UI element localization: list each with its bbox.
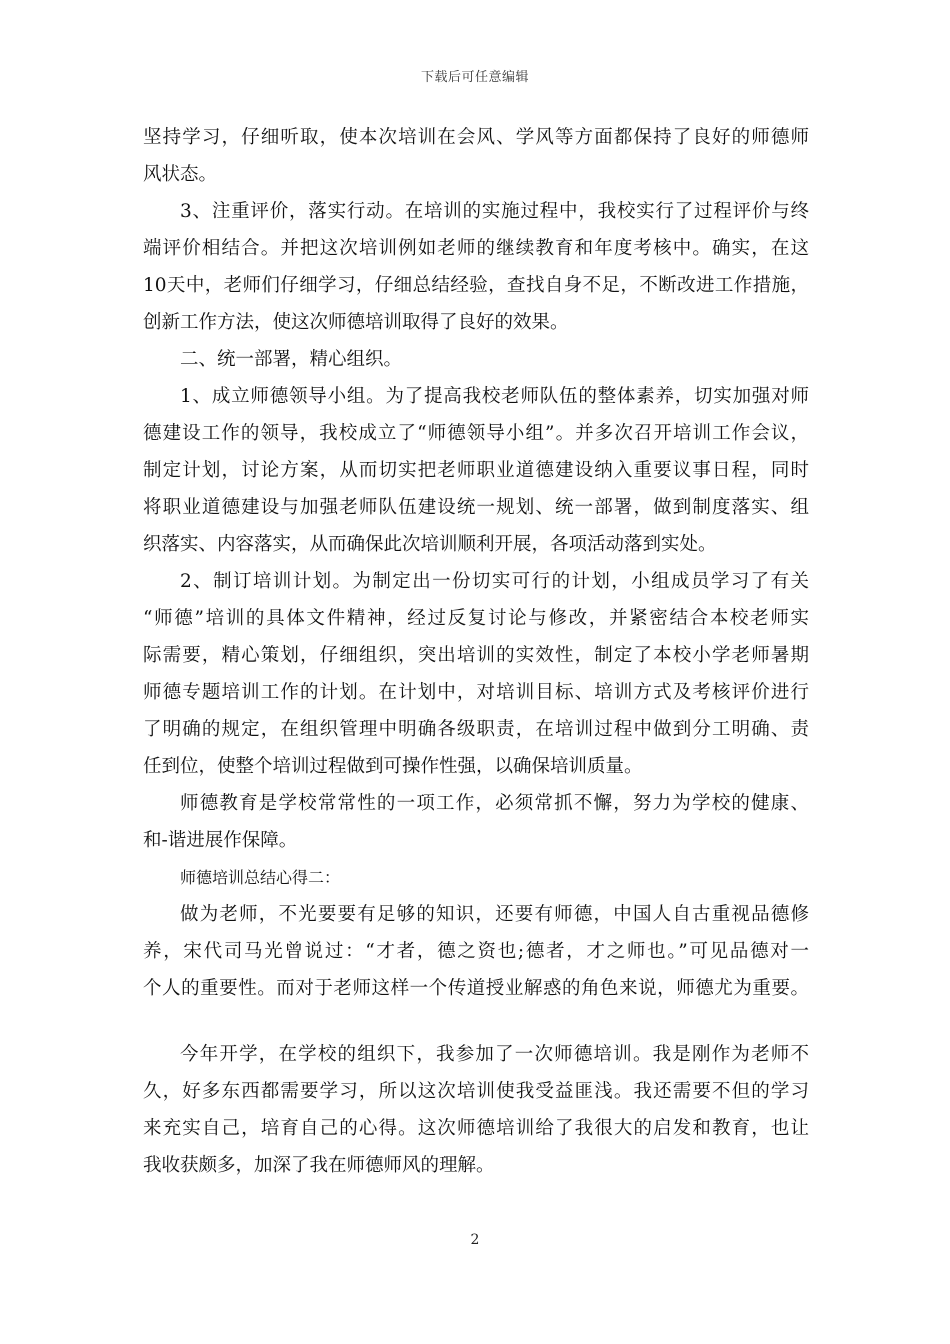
text-line: 个人的重要性。而对于老师这样一个传道授业解惑的角色来说，师德尤为重要。 — [143, 978, 809, 999]
text-line: 端评价相结合。并把这次培训例如老师的继续教育和年度考核中。确实，在这 — [143, 238, 809, 259]
paragraph-gap — [143, 1007, 809, 1036]
text-line: 师德专题培训工作的计划。在计划中，对培训目标、培训方式及考核评价进行 — [143, 682, 809, 703]
text-line: 制定计划，讨论方案，从而切实把老师职业道德建设纳入重要议事日程，同时 — [143, 460, 809, 481]
text-line: 2、制订培训计划。为制定出一份切实可行的计划，小组成员学习了有关 — [180, 571, 809, 592]
text-line: 来充实自己，培育自己的心得。这次师德培训给了我很大的启发和教育，也让 — [143, 1118, 809, 1139]
page-header: 下载后可任意编辑 — [420, 70, 529, 85]
document-body — [143, 119, 809, 1184]
text-line: 3、注重评价，落实行动。在培训的实施过程中，我校实行了过程评价与终 — [180, 201, 809, 222]
text-line: 1、成立师德领导小组。为了提高我校老师队伍的整体素养，切实加强对师 — [180, 386, 809, 407]
text-line: 德建设工作的领导，我校成立了“师德领导小组”。并多次召开培训工作会议， — [143, 423, 809, 444]
text-line: 师德教育是学校常常性的一项工作，必须常抓不懈，努力为学校的健康、 — [180, 793, 809, 814]
text-line: 际需要，精心策划，仔细组织，突出培训的实效性，制定了本校小学老师暑期 — [143, 645, 809, 666]
section-heading: 师德培训总结心得二： — [180, 868, 341, 887]
text-line: 任到位，使整个培训过程做到可操作性强，以确保培训质量。 — [143, 756, 643, 777]
text-line: 了明确的规定，在组织管理中明确各级职责，在培训过程中做到分工明确、责 — [143, 719, 809, 740]
text-line: 久，好多东西都需要学习，所以这次培训使我受益匪浅。我还需要不但的学习 — [143, 1081, 809, 1102]
text-line: 织落实、内容落实，从而确保此次培训顺利开展，各项活动落到实处。 — [143, 534, 717, 555]
page-number: 2 — [470, 1232, 480, 1248]
text-line: 创新工作方法，使这次师德培训取得了良好的效果。 — [143, 312, 569, 333]
text-line: 做为老师，不光要要有足够的知识，还要有师德，中国人自古重视品德修 — [180, 904, 809, 925]
text-line: 10天中，老师们仔细学习，仔细总结经验，查找自身不足，不断改进工作措施， — [143, 275, 809, 296]
text-line: “师德”培训的具体文件精神，经过反复讨论与修改，并紧密结合本校老师实 — [143, 608, 809, 629]
text-line: 将职业道德建设与加强老师队伍建设统一规划、统一部署，做到制度落实、组 — [143, 497, 809, 518]
text-line: 和-谐进展作保障。 — [143, 830, 298, 851]
section-heading: 二、统一部署，精心组织。 — [180, 349, 403, 370]
text-line: 今年开学，在学校的组织下，我参加了一次师德培训。我是刚作为老师不 — [180, 1044, 809, 1065]
text-line: 坚持学习，仔细听取，使本次培训在会风、学风等方面都保持了良好的师德师 — [143, 127, 809, 148]
text-line: 我收获颇多，加深了我在师德师风的理解。 — [143, 1155, 495, 1176]
text-line: 养，宋代司马光曾说过：“才者，德之资也;德者，才之师也。”可见品德对一 — [143, 941, 809, 962]
text-line: 风状态。 — [143, 164, 218, 185]
